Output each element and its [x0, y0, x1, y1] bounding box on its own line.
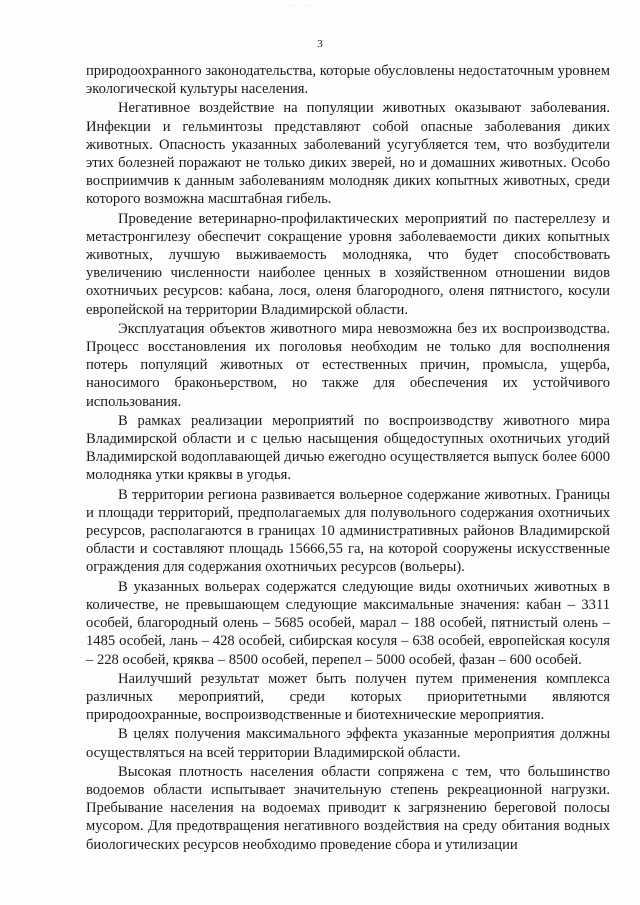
paragraph-max-effect: В целях получения максимального эффекта указанные мероприятия должны осуществляться на всей территории Владимирской области. — [86, 726, 610, 761]
paragraph-reproduction: В рамках реализации мероприятий по воспроизводству животного мира Владимирской области и с целью насыщения общедоступных охотничьих угодий Владимирской водоплавающей дичью ежегодно осуществляется выпуск более 6000 молодняка утки кряквы в угодья. — [86, 412, 610, 484]
paragraph-best-result: Наилучший результат может быть получен путем применения комплекса различных мероприятий, среди которых приоритетными являются природоохранные, воспроизводственные и биотехнические мероприятия. — [86, 670, 610, 724]
paragraph-recreation: Высокая плотность населения области сопряжена с тем, что большинство водоемов области испытывает значительную степень рекреационной нагрузки. Пребывание населения на водоемах приводит к загрязнению береговой полосы мусором. Для предотвращения негативного воздействия на среду обитания водных биологических ресурсов необходимо проведение сбора и утилизации — [86, 763, 610, 853]
paragraph-exploitation: Эксплуатация объектов животного мира невозможна без их воспроизводства. Процесс восстановления их поголовья необходим не только для восполнения потерь популяций животных от естественных причин, промысла, ущерба, наносимого браконьерством, но также для обеспечения их устойчивого использования. — [86, 320, 610, 410]
paragraph-species-counts: В указанных вольерах содержатся следующие виды охотничьих животных в количестве, не превышающем следующие максимальные значения: кабан – 3311 особей, благородный олень – 5685 особей, марал – 188 особей, пятнистый олень – 1485 особей, лань – 428 особей, сибирская косуля – 638 особей, европейская косуля – 228 особей, кряква – 8500 особей, перепел – 5000 особей, фазан – 600 особей. — [86, 578, 610, 668]
paragraph-continuation: природоохранного законодательства, которые обусловлены недостаточным уровнем экологической культуры населения. — [86, 63, 610, 98]
paragraph-veterinary: Проведение ветеринарно-профилактических мероприятий по пастереллезу и метастронгилезу обеспечит сокращение уровня заболеваемости диких копытных животных, лучшую выживаемость молодняка, что будет способствовать увеличению численности наиболее ценных в хозяйственном отношении видов охотничьих ресурсов: кабана, лося, оленя благородного, оленя пятнистого, косули европейской на территории Владимирской области. — [86, 210, 610, 318]
paragraph-diseases: Негативное воздействие на популяции животных оказывают заболевания. Инфекции и гельминтозы представляют собой опасные заболевания диких животных. Опасность указанных заболеваний усугубляется тем, что возбудители этих болезней поражают не только диких зверей, но и домашних животных. Особо восприимчив к данным заболеваниям молодняк диких копытных животных, среди которого возможна масштабная гибель. — [86, 100, 610, 208]
page-number: 3 — [317, 38, 323, 50]
paragraph-enclosures: В территории региона развивается вольерное содержание животных. Границы и площади территорий, предполагаемых для полувольного содержания охотничьих ресурсов, располагаются в границах 10 административных районов Владимирской области и составляют площадь 15666,55 га, на которой сооружены искусственные ограждения для содержания охотничьих ресурсов (вольеры). — [86, 486, 610, 576]
scan-artifact: ˙˙˙ ˙˙ — [288, 4, 314, 12]
document-body — [86, 62, 610, 854]
